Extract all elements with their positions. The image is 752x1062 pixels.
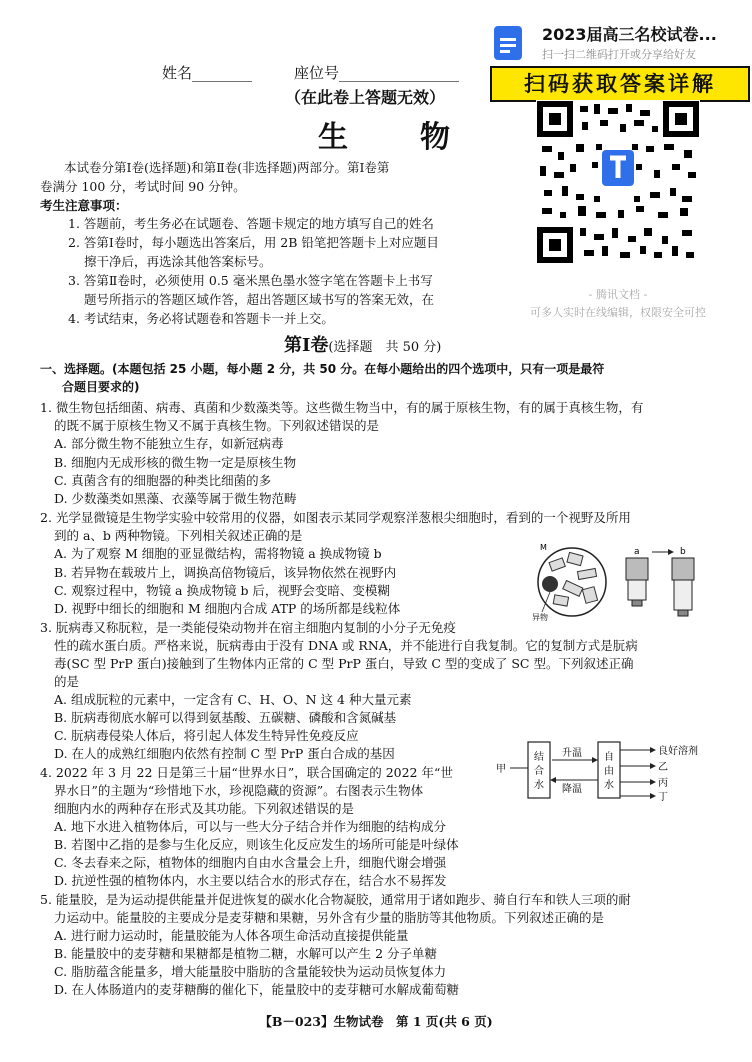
label-solvent: 良好溶剂 — [658, 746, 698, 757]
seat-field-label: 座位号________________ — [294, 64, 460, 82]
q4-option-c: C. 冬去春来之际，植物体的细胞内自由水含量会上升，细胞代谢会增强 — [54, 855, 447, 870]
label-bing: 丙 — [658, 778, 668, 789]
part-instruction: 一、选择题。(本题包括 25 小题，每小题 2 分，共 50 分。在每小题给出的四个选项中，只有一项是最符 — [40, 362, 605, 376]
q4-stem: 4. 2022 年 3 月 22 日是第三十届“世界水日”，联合国确定的 2022 年“世 — [40, 765, 453, 780]
svg-text:自: 自 — [604, 752, 614, 763]
microscope-figure — [528, 540, 718, 622]
section-title-main: 第Ⅰ卷 — [284, 335, 329, 356]
label-foreign: 异物 — [532, 613, 548, 622]
note-item: 2. 答第Ⅰ卷时，每小题选出答案后，用 2B 铅笔把答题卡上对应题目 — [68, 235, 439, 250]
note-item: 1. 答题前，考生务必在试题卷、答题卡规定的地方填写自己的姓名 — [68, 216, 434, 231]
note-item: 3. 答第Ⅱ卷时，必须使用 0.5 毫米黑色墨水签字笔在答题卡上书写 — [68, 273, 433, 288]
page-footer: 【B－023】生物试卷 第 1 页(共 6 页) — [259, 1014, 493, 1029]
q2-option-b: B. 若异物在载玻片上，调换高倍物镜后，该异物依然在视野内 — [54, 565, 397, 580]
q5-option-d: D. 在人体肠道内的麦芽糖酶的催化下，能量胶中的麦芽糖可水解成葡萄糖 — [54, 982, 460, 997]
qr-code[interactable] — [536, 100, 700, 264]
name-field-label: 姓名________ — [162, 64, 253, 82]
svg-text:水: 水 — [534, 780, 544, 791]
svg-text:结: 结 — [534, 752, 544, 763]
label-cool: 降温 — [562, 784, 582, 795]
subject-title: 生 物 — [318, 120, 454, 155]
q1-option-a: A. 部分微生物不能独立生存，如新冠病毒 — [54, 436, 284, 451]
intro-line-2: 卷满分 100 分，考试时间 90 分钟。 — [40, 179, 246, 194]
promo-title: 2023届高三名校试卷... — [542, 25, 717, 44]
note-item: 擦干净后，再选涂其他答案标号。 — [84, 254, 272, 269]
q3-option-b: B. 朊病毒彻底水解可以得到氨基酸、五碳糖、磷酸和含氮碱基 — [54, 710, 397, 725]
svg-text:合: 合 — [534, 766, 544, 777]
promo-subtitle: 扫一扫二维码打开或分享给好友 — [542, 48, 696, 61]
q3-option-d: D. 在人的成熟红细胞内依然有控制 C 型 PrP 蛋白合成的基因 — [54, 746, 395, 761]
q2-stem: 到的 a、b 两种物镜。下列相关叙述正确的是 — [54, 528, 303, 543]
label-ding: 丁 — [658, 792, 668, 802]
label-jia: 甲 — [496, 764, 506, 775]
q4-stem: 界水日”的主题为“珍惜地下水，珍视隐藏的资源”。右图表示生物体 — [54, 783, 424, 798]
q1-option-b: B. 细胞内无成形核的微生物一定是原核生物 — [54, 455, 297, 470]
section-title — [284, 331, 441, 357]
q2-option-a: A. 为了观察 M 细胞的亚显微结构，需将物镜 a 换成物镜 b — [54, 546, 382, 561]
section-title-sub: (选择题 共 50 分) — [328, 340, 442, 355]
q4-stem: 细胞内水的两种存在形式及其功能。下列叙述错误的是 — [54, 801, 355, 816]
doc-icon — [494, 26, 522, 60]
q3-stem: 的是 — [54, 674, 80, 689]
q3-option-a: A. 组成朊粒的元素中，一定含有 C、H、O、N 这 4 种大量元素 — [54, 692, 412, 707]
promo-source: - 腾讯文档 - — [588, 288, 648, 301]
promo-banner[interactable]: 扫码获取答案详解 — [490, 66, 750, 102]
q1-stem: 的既不属于原核生物又不属于真核生物。下列叙述错误的是 — [54, 418, 380, 433]
water-forms-figure — [494, 738, 718, 802]
q5-option-b: B. 能量胶中的麦芽糖和果糖都是植物二糖，水解可以产生 2 分子单糖 — [54, 946, 438, 961]
q5-stem: 力运动中。能量胶的主要成分是麦芽糖和果糖，另外含有少量的脂肪等其他物质。下列叙述正确的是 — [54, 910, 605, 925]
intro-line-1: 本试卷分第Ⅰ卷(选择题)和第Ⅱ卷(非选择题)两部分。第Ⅰ卷第 — [64, 160, 390, 175]
note-item: 4. 考试结束，务必将试题卷和答题卡一并上交。 — [68, 311, 334, 326]
q5-stem: 5. 能量胶，是为运动提供能量并促进恢复的碳水化合物凝胶，通常用于诸如跑步、骑自行车和铁人三项的耐 — [40, 892, 631, 907]
q2-option-c: C. 观察过程中，物镜 a 换成物镜 b 后，视野会变暗、变模糊 — [54, 583, 390, 598]
q5-option-a: A. 进行耐力运动时，能量胶能为人体各项生命活动直接提供能量 — [54, 928, 409, 943]
q4-option-a: A. 地下水进入植物体后，可以与一些大分子结合并作为细胞的结构成分 — [54, 819, 446, 834]
label-m: M — [540, 543, 547, 552]
q2-option-d: D. 视野中细长的细胞和 M 细胞内合成 ATP 的场所都是线粒体 — [54, 601, 401, 616]
q1-option-d: D. 少数藻类如黑藻、衣藻等属于微生物范畴 — [54, 491, 297, 506]
promo-desc: 可多人实时在线编辑，权限安全可控 — [530, 306, 706, 319]
q4-option-d: D. 抗逆性强的植物体内，水主要以结合水的形式存在，结合水不易挥发 — [54, 873, 447, 888]
svg-text:由: 由 — [604, 766, 614, 777]
label-objective-b: b — [680, 547, 686, 557]
q3-stem: 性的疏水蛋白质。严格来说，朊病毒由于没有 DNA 或 RNA，并不能进行自我复制。它的复制方式是朊病 — [54, 638, 638, 653]
q3-option-c: C. 朊病毒侵染人体后，将引起人体发生特异性免疫反应 — [54, 728, 359, 743]
no-answer-note: （在此卷上答题无效） — [285, 88, 446, 107]
q2-stem: 2. 光学显微镜是生物学实验中较常用的仪器，如图表示某同学观察洋葱根尖细胞时，看到的一个视野及所用 — [40, 510, 631, 525]
q1-option-c: C. 真菌含有的细胞器的种类比细菌的多 — [54, 473, 272, 488]
q3-stem: 毒(SC 型 PrP 蛋白)接触到了生物体内正常的 C 型 PrP 蛋白，导致 C 型的变成了 SC 型。下列叙述正确 — [54, 656, 634, 671]
label-heat: 升温 — [562, 748, 582, 759]
promo-panel[interactable] — [484, 0, 752, 336]
notes-title: 考生注意事项： — [40, 198, 128, 213]
part-instruction-2: 合题目要求的) — [62, 380, 140, 394]
label-yi: 乙 — [658, 762, 668, 773]
q5-option-c: C. 脂肪蕴含能量多，增大能量胶中脂肪的含量能较快为运动员恢复体力 — [54, 964, 447, 979]
svg-text:水: 水 — [604, 780, 614, 791]
q4-option-b: B. 若图中乙指的是参与生化反应，则该生化反应发生的场所可能是叶绿体 — [54, 837, 459, 852]
label-objective-a: a — [634, 547, 640, 557]
q3-stem: 3. 朊病毒又称朊粒，是一类能侵染动物并在宿主细胞内复制的小分子无免疫 — [40, 620, 456, 635]
q1-stem: 1. 微生物包括细菌、病毒、真菌和少数藻类等。这些微生物当中，有的属于原核生物，有的属于真核生物，有 — [40, 400, 644, 415]
note-item: 题号所指示的答题区域作答，超出答题区域书写的答案无效，在 — [84, 292, 435, 307]
